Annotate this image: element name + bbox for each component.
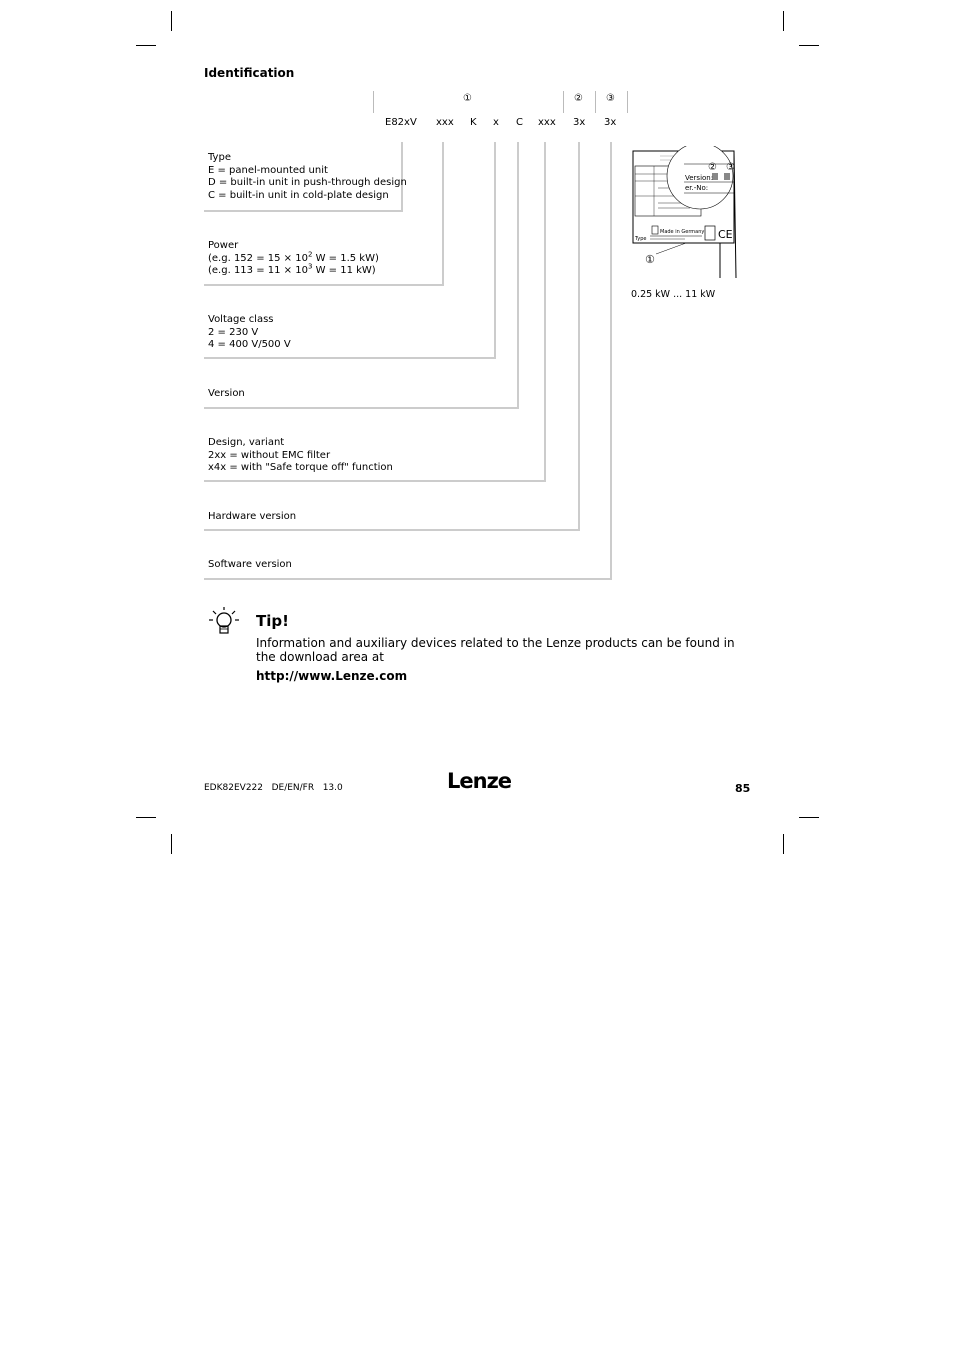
field-title: Type [208,152,231,163]
nameplate-type-label: Type [635,236,647,242]
field-title: Design, variant [208,437,285,448]
connector-line [544,142,546,482]
nameplate-made-in: Made in Germany [660,229,705,235]
field-title: Voltage class [208,314,274,325]
connector-line [494,142,496,359]
field-line: C = built-in unit in cold-plate design [208,189,389,201]
code-part: 3x [604,117,617,128]
field-line: 4 = 400 V/500 V [208,339,291,350]
tip-title: Tip! [256,612,289,630]
field-power [208,240,379,278]
power-range: 0.25 kW ... 11 kW [631,289,716,300]
field-title: Hardware version [208,511,297,522]
field-type [208,152,407,202]
nameplate-illustration [630,146,740,282]
field-version [208,388,245,401]
code-separator [627,91,628,113]
connector-line [442,142,444,286]
code-part: K [470,117,477,128]
connector-line [610,142,612,580]
crop-mark [783,11,784,31]
connector-line [204,529,580,531]
document-id: EDK82EV222 DE/EN/FR 13.0 [204,783,343,793]
nameplate-serno-label: er.-No: [685,184,709,192]
connector-line [204,284,444,286]
lightbulb-icon [208,605,240,637]
field-title: Version [208,388,245,399]
nameplate-marker-2: ② [708,162,717,173]
field-line: 2 = 230 V [208,326,259,338]
crop-mark [799,45,819,46]
code-part: xxx [538,117,556,128]
field-line: 2xx = without EMC filter [208,449,331,461]
field-hardware-version [208,511,296,524]
connector-line [204,578,612,580]
code-separator [595,91,596,113]
nameplate-marker-3: ③ [726,162,735,173]
field-title: Software version [208,559,292,570]
code-part: E82xV [385,117,417,128]
field-voltage-class [208,314,291,352]
tip-text: Information and auxiliary devices related to the Lenze products can be found in the download area at [256,636,735,664]
section-title: Identification [204,66,295,80]
connector-line [578,142,580,531]
connector-line [204,407,519,409]
nameplate-marker-1: ① [645,253,655,266]
crop-mark [799,817,819,818]
connector-line [204,357,496,359]
marker-2: ② [574,93,583,104]
nameplate-version-label: Version: [685,174,714,182]
field-line: (e.g. $152 = 15 \times 10^2$ W = 1.5 kW) [208,250,379,264]
connector-line [204,480,546,482]
code-separator [373,91,374,113]
code-part: x [493,117,499,128]
field-line: E = panel-mounted unit [208,164,328,176]
field-title: Power [208,240,239,251]
code-part: 3x [573,117,586,128]
code-part: xxx [436,117,454,128]
crop-mark [171,11,172,31]
marker-1: ① [463,93,472,104]
crop-mark [171,834,172,854]
marker-3: ③ [606,93,615,104]
connector-line [204,210,403,212]
lenze-link[interactable]: http://www.Lenze.com [256,669,408,683]
field-line: (e.g. $113 = 11 \times 10^3$ W = 11 kW) [208,262,376,276]
crop-mark [136,45,156,46]
page-number: 85 [735,782,751,795]
lenze-logo: Lenze [447,769,512,793]
connector-line [517,142,519,409]
code-part: C [516,117,523,128]
field-line: x4x = with "Safe torque off" function [208,462,393,473]
field-design-variant [208,437,393,475]
crop-mark [783,834,784,854]
ce-mark: CE [718,228,733,241]
field-software-version [208,559,292,572]
code-separator [563,91,564,113]
crop-mark [136,817,156,818]
field-line: D = built-in unit in push-through design [208,177,407,188]
